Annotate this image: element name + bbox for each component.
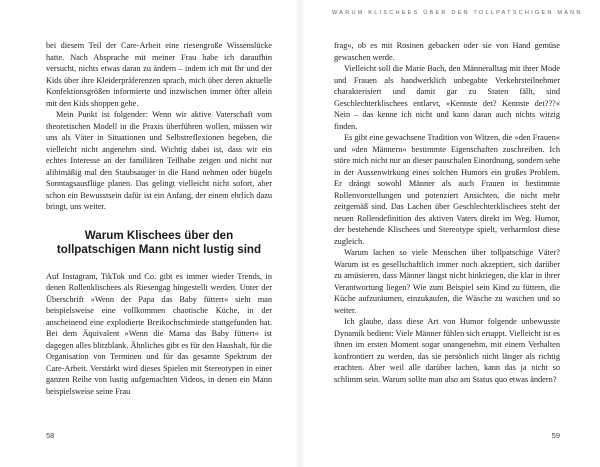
paragraph: Ich glaube, dass diese Art von Humor folgende unbewusste Dynamik bedient: Viele Männer fühlen sich ertappt. Vielleicht ist es ihnen im ersten Moment sogar unangenehm, mit einem Verhalten konfrontiert zu werden, das sie persönlich nicht länger als richtig erachten. Aber weil alle darüber lachen, kann das ja nicht so schlimm sein. Warum sollte man also am Status quo etwas ändern? bbox=[334, 317, 560, 384]
right-page bbox=[300, 0, 600, 467]
left-page-text bbox=[46, 40, 272, 397]
paragraph: Es gibt eine gewachsene Tradition von Witzen, die »den Frauen« und »den Männern« bestimmte Eigenschaften zuschreiben. Ich störe mich nicht nur an dieser pauschalen Einordnung, sondern sehe in der Aussenwirkung eines solchen Humors ein großes Problem. Er drängt sowohl Männer als auch Frauen in bestimmte Rollenvorstellungen und potenziert Ansichten, die nicht mehr zeitgemäß sind. Das Lachen über Geschlechterklischees steht der neuen Rollendefinition des aktiven Vaters direkt im Weg. Humor, der bestehende Klischees und Stereotype spielt, verharmlost diese zugleich. bbox=[334, 133, 560, 246]
paragraph: Mein Punkt ist folgender: Wenn wir aktive Vaterschaft vom theoretischen Modell in die Praxis überführen wollen, müssen wir uns als Väter in Situationen und Selbstreflexionen begeben, die vielleicht nicht angenehm sind. Wichtig dabei ist, dass wir ein echtes Interesse an der familiären Teilhabe zeigen und nicht nur alibimäßig mal den Staubsauger in die Hand nehmen oder bügeln Sonntagsausflüge planen. Das gelingt vielleicht nicht sofort, aber schon ein Bewusstsein dafür ist ein Anfang, der einem ehrlich dazu bringt, uns weiter. bbox=[46, 110, 272, 211]
page-number: 58 bbox=[46, 431, 55, 440]
paragraph: frag«, ob es mit Rosinen gebacken oder sie von Hand gemüse gewaschen werde. bbox=[334, 41, 560, 62]
page-number: 59 bbox=[551, 431, 560, 440]
paragraph: Vielleicht soll die Marie Bach, den Männeralltag mit ihrer Mode und Frauen als handwerklich unbegabte Verkehrsteilnehmer charakterisiert und damit gar zu Staten fällt, sind Geschlechterklischees entlarvt, »Kennste det? Kennste det???« Nein – das kenne ich nicht und kann daran auch nichts witzig finden. bbox=[334, 64, 560, 131]
paragraph: Auf Instagram, TikTok und Co. gibt es immer wieder Trends, in denen Rollenklischees als Riesengag hingestellt werden. Unter der Überschrift »Wenn der Papa das Baby füttert« sieht man beispielsweise eine vollkommen chaotische Küche, in der anscheinend eine explodierte Breikochschmiede stattgefunden hat. Bei dem Äquivalent »Wenn die Mama das Baby füttert« ist dagegen alles blitzblank. Ähnliches gibt es für den Haushalt, für die Organisation von Terminen und für das gesamte Spektrum der Care-Arbeit. Verstärkt wird dieses Spielen mit Stereotypen in einer ganzen Reihe von lustig aufgemachten Videos, in denen ein Mann beispielsweise seine Frau bbox=[46, 271, 272, 396]
right-page-text bbox=[334, 40, 560, 385]
running-head: WARUM KLISCHEES ÜBER DEN TOLLPATSCHIGEN MANN bbox=[332, 10, 583, 16]
section-heading: Warum Klischees über den tollpatschigen Mann nicht lustig sind bbox=[56, 228, 262, 256]
paragraph: Warum lachen so viele Menschen über tollpatschige Väter? Warum ist es gesellschaftlich immer noch akzeptiert, sich darüber zu amüsieren, dass Männer längst nicht hinkriegen, die klar in ihrer Verantwortung liegen? Wie zum Beispiel sein Kind zu füttern, die Küche aufzuräumen, einzukaufen, die Wäsche zu waschen und so weiter. bbox=[334, 248, 560, 315]
paragraph: bei diesem Teil der Care-Arbeit eine riesengroße Wissenslücke hatte. Nach Absprache mit meiner Frau habe ich daraufhin versucht, nichts etwas daran zu ändern – indem ich mit Ihr und der Kids über ihre Kleiderpräferenzen sprach, mich über deren aktuelle Konfektionsgrößen informierte und inzwischen immer öfter allein mit den Kids shoppen gehe. bbox=[46, 41, 272, 108]
